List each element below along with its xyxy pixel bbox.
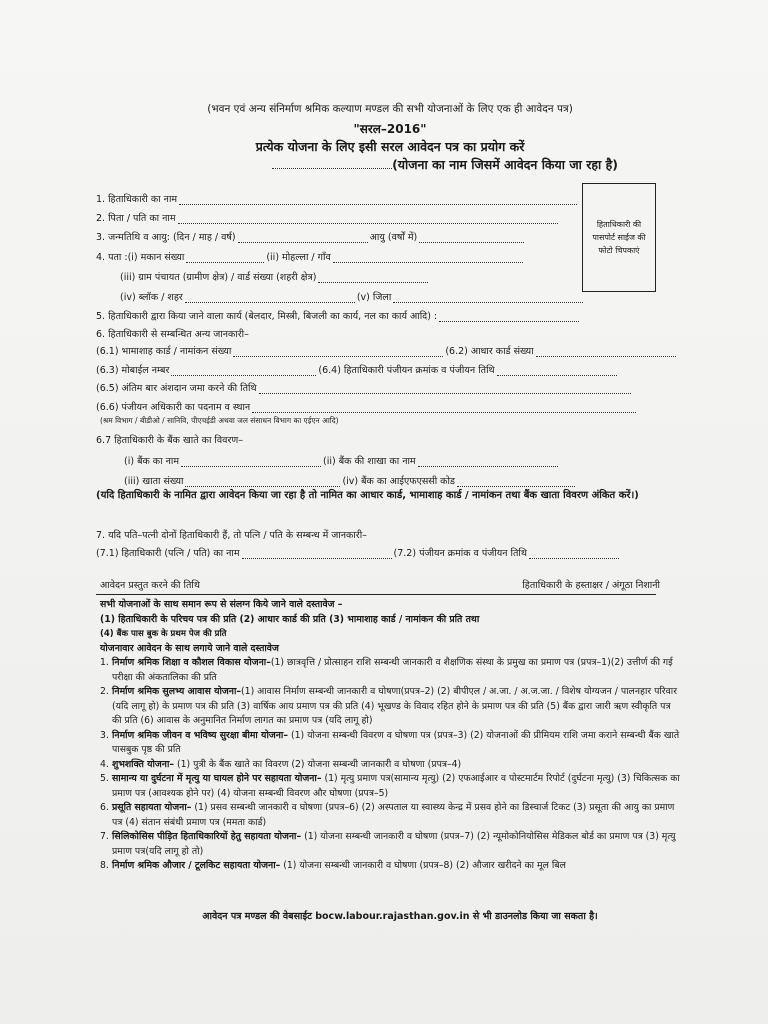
- row-address-2: [120, 270, 430, 283]
- scheme-item-number: 2.: [100, 686, 109, 697]
- header-subtitle: (भवन एवं अन्य संनिर्माण श्रमिक कल्याण मण्डल की सभी योजनाओं के लिए एक ही आवेदन पत्र): [207, 103, 573, 115]
- label-bank-name: (i) बैंक का नाम: [124, 456, 180, 467]
- signature-line: [100, 578, 660, 591]
- field-bank-name[interactable]: [181, 456, 321, 467]
- scheme-item-head: निर्माण श्रमिक शिक्षा व कौशल विकास योजना–: [112, 657, 271, 668]
- label-dob: 3. जन्मतिथि व आयु: (दिन / माह / वर्ष): [96, 232, 236, 243]
- field-block[interactable]: [185, 292, 355, 303]
- field-aadhaar[interactable]: [536, 346, 676, 357]
- scheme-item-number: 5.: [100, 773, 109, 784]
- label-panchayat: (iii) ग्राम पंचायत (ग्रामीण क्षेत्र) / वार्ड संख्या (शहरी क्षेत्र): [120, 272, 317, 283]
- label-submission-date: आवेदन प्रस्तुत करने की तिथि: [100, 580, 200, 591]
- field-dob[interactable]: [238, 232, 368, 243]
- scheme-item-text: (1) योजना सम्बन्धी जानकारी व घोषणा (प्रपत्र–7) (2) न्यूमोकोनियोसिस मेडिकल बोर्ड का प्रमाण पत्र (3) मृत्यु प्रमाण पत्र(यदि लागू हो तो): [112, 831, 676, 857]
- scheme-item-head: शुभशक्ति योजना–: [112, 758, 175, 770]
- photo-box-text: हिताधिकारी की पासपोर्ट साईज की फोटो चिपकाएं: [592, 220, 646, 255]
- scheme-item-text: (1) आवास निर्माण सम्बन्धी जानकारी व घोषणा(प्रपत्र–2) (2) बीपीएल / अ.जा. / अ.ज.जा. / विशेष योग्यजन / पालनहार परिवार (यदि लागू हो) के प्रमाण पत्र की प्रति (3) वार्षिक आय प्रमाण पत्र की प्रति (4) भूखण्ड के विवाद रहित होने के प्रमाण पत्र की प्रति (5) बैंक द्वारा जारी ऋण स्वीकृति पत्र की प्रति (6) आवास के अनुमानित निर्माण लागत का प्रमाण पत्र (यदि लागू हो): [112, 686, 677, 726]
- scheme-item-4: [100, 758, 680, 773]
- label-reg-officer: (6.6) पंजीयन अधिकारी का पदनाम व स्थान: [96, 402, 251, 413]
- scheme-item-8: [100, 859, 680, 874]
- form-instruction: प्रत्येक योजना के लिए इसी सरल आवेदन पत्र का प्रयोग करें: [255, 139, 525, 154]
- divider: [96, 594, 656, 595]
- row-6-7: [96, 433, 243, 446]
- field-ifsc[interactable]: [457, 476, 575, 487]
- label-mohalla: (ii) मोहल्ला / गाँव: [266, 252, 331, 263]
- field-mohalla[interactable]: [333, 252, 523, 263]
- scheme-item-head: निर्माण श्रमिक सुलभ्य आवास योजना–: [112, 686, 242, 697]
- label-last-deposit: (6.5) अंतिम बार अंशदान जमा करने की तिथि: [96, 383, 257, 394]
- row-6-5: [96, 381, 633, 394]
- label-branch-name: (ii) बैंक की शाखा का नाम: [323, 456, 416, 467]
- label-spouse-name: (7.1) हिताधिकारी (पत्नि / पति) का नाम: [96, 548, 240, 559]
- field-district[interactable]: [393, 292, 583, 303]
- scheme-name-line: [210, 156, 680, 173]
- row-7: [96, 528, 367, 541]
- passport-photo-box: [582, 183, 656, 292]
- row-6-1: [96, 344, 678, 357]
- scheme-item-text: (1) मृत्यु प्रमाण पत्र(सामान्य मृत्यु) (2) एफआईआर व पोस्टमार्टम रिपोर्ट (दुर्घटना मृत्यु) (3) चिकित्सक का प्रमाण पत्र (आवश्यक होने पर) (4) योजना सम्बन्धी विवरण और घोषणा (प्रपत्र–5): [112, 773, 680, 799]
- row-6-6: [96, 400, 638, 413]
- row-other-info: [96, 327, 249, 340]
- label-work: 5. हिताधिकारी द्वारा किया जाने वाला कार्य (बेलदार, मिस्त्री, बिजली का कार्य, नल का कार्य आदि) :: [96, 311, 438, 322]
- scheme-name-label: (योजना का नाम जिसमें आवेदन किया जा रहा है): [392, 157, 618, 172]
- label-mobile: (6.3) मोबाईल नम्बर: [96, 365, 170, 376]
- label-aadhaar: (6.2) आधार कार्ड संख्या: [445, 346, 534, 357]
- label-spouse-info: 7. यदि पति–पत्नी दोनों हिताधिकारी हैं, तो पत्नि / पति के सम्बन्ध में जानकारी–: [96, 530, 367, 541]
- scheme-item-head: प्रसूति सहायता योजना–: [112, 802, 192, 813]
- field-last-deposit[interactable]: [259, 383, 631, 394]
- field-house-no[interactable]: [186, 252, 264, 263]
- row-address-3: [120, 290, 585, 303]
- label-house-no: 4. पता :(i) मकान संख्या: [96, 252, 185, 263]
- scheme-item-number: 4.: [100, 758, 109, 770]
- field-mobile[interactable]: [171, 365, 316, 376]
- scheme-name-field[interactable]: [272, 157, 392, 169]
- label-bank-details: 6.7 हिताधिकारी के बैंक खाते का विवरण–: [96, 435, 243, 446]
- scheme-item-3: [100, 729, 680, 758]
- scheme-item-5: [100, 772, 680, 801]
- common-docs-title: सभी योजनाओं के साथ समान रूप से संलग्न किये जाने वाले दस्तावेज –: [100, 599, 343, 610]
- label-ifsc: (iv) बैंक का आईएफएससी कोड: [342, 476, 456, 487]
- row-7-1: [96, 546, 621, 559]
- scheme-item-text: (1) योजना सम्बन्धी जानकारी व घोषणा (प्रपत्र–8) (2) औजार खरीदने का मूल बिल: [280, 860, 566, 871]
- field-registration[interactable]: [497, 365, 617, 376]
- documents-section: [100, 598, 680, 874]
- label-bhamashah: (6.1) भामाशाह कार्ड / नामांकन संख्या: [96, 346, 232, 357]
- scheme-item-head: सिलिकोसिस पीड़ित हिताधिकारियों हेतु सहायता योजना–: [112, 831, 302, 842]
- row-6-6-note: [100, 416, 339, 426]
- field-panchayat[interactable]: [318, 272, 428, 283]
- field-work[interactable]: [439, 311, 579, 322]
- scheme-item-head: निर्माण श्रमिक औजार / टूलकिट सहायता योजना–: [112, 860, 281, 871]
- row-work: [96, 309, 581, 322]
- scheme-item-number: 1.: [100, 657, 109, 668]
- form-title: "सरल–2016": [353, 122, 427, 136]
- scheme-item-1: [100, 656, 680, 685]
- scheme-item-text: (1) छात्रवृत्ति / प्रोत्साहन राशि सम्बन्धी जानकारी व शैक्षणिक संस्था के प्रमुख का प्रमाण पत्र (प्रपत्र–1)(2) उत्तीर्ण की गई परीक्षा की अंकतालिका की प्रति: [112, 657, 673, 683]
- scheme-item-text: (1) पुत्री के बैंक खाते का विवरण (2) योजना सम्बन्धी जानकारी व घोषणा (प्रपत्र–4): [174, 758, 462, 770]
- field-account-no[interactable]: [185, 476, 340, 487]
- scheme-item-text: (1) प्रसव सम्बन्धी जानकारी व घोषणा (प्रपत्र–6) (2) अस्पताल या स्वास्थ्य केन्द्र में प्रसव होने का डिस्चार्ज टिकट (3) प्रसूता की आयु का प्रमाण पत्र (4) संतान संबंधी प्रमाण पत्र (ममता कार्ड): [112, 802, 675, 828]
- label-name: 1. हिताधिकारी का नाम: [96, 194, 178, 205]
- scheme-item-number: 8.: [100, 860, 109, 871]
- field-father[interactable]: [178, 213, 558, 224]
- label-age: आयु (वर्षों में): [369, 232, 418, 243]
- nominee-note: (यदि हिताधिकारी के नामित द्वारा आवेदन किया जा रहा है तो नामित का आधार कार्ड, भामाशाह कार्ड / नामांकन तथा बैंक खाता विवरण अंकित करें।): [96, 490, 639, 501]
- scheme-item-number: 7.: [100, 831, 109, 842]
- common-docs-1: (1) हिताधिकारी के परिचय पत्र की प्रति (2) आधार कार्ड की प्रति (3) भामाशाह कार्ड / नामांकन की प्रति तथा: [100, 613, 480, 625]
- common-docs-2: (4) बैंक पास बुक के प्रथम पेज की प्रति: [100, 629, 227, 639]
- field-bhamashah[interactable]: [233, 346, 443, 357]
- row-father: [96, 211, 560, 224]
- scheme-item-6: [100, 801, 680, 830]
- field-age[interactable]: [419, 232, 524, 243]
- scheme-item-head: सामान्य या दुर्घटना में मृत्यु या घायल होने पर सहायता योजना–: [112, 773, 322, 784]
- row-bank-1: [124, 454, 560, 467]
- label-other-info: 6. हिताधिकारी से सम्बन्धित अन्य जानकारी–: [96, 329, 249, 340]
- field-reg-officer[interactable]: [252, 402, 636, 413]
- row-bank-2: [124, 474, 577, 487]
- label-spouse-reg: (7.2) पंजीयन क्रमांक व पंजीयन तिथि: [393, 548, 527, 559]
- scheme-item-number: 3.: [100, 729, 109, 741]
- row-dob: [96, 230, 526, 243]
- scheme-item-number: 6.: [100, 802, 109, 813]
- label-registration: (6.4) हिताधिकारी पंजीयन क्रमांक व पंजीयन तिथि: [318, 365, 495, 376]
- scheme-docs-title: योजनावार आवेदन के साथ लगाये जाने वाले दस्तावेज: [100, 642, 279, 654]
- row-address-1: [96, 250, 525, 263]
- field-name[interactable]: [179, 194, 577, 205]
- website-footer: आवेदन पत्र मण्डल की वेबसाईट bocw.labour.rajasthan.gov.in से भी डाउनलोड किया जा सकता है।: [202, 911, 598, 922]
- label-district: (v) जिला: [356, 292, 392, 303]
- scheme-item-text: (1) योजना सम्बन्धी विवरण व घोषणा पत्र (प्रपत्र–3) (2) योजनाओं की प्रीमियम राशि जमा कराने सम्बन्धी बैंक खाते पासबुक पृष्ठ की प्रति: [112, 729, 680, 755]
- row-6-3: [96, 363, 619, 376]
- label-signature: हिताधिकारी के हस्ताक्षर / अंगूठा निशानी: [522, 580, 660, 591]
- scheme-item-7: [100, 830, 680, 859]
- label-block: (iv) ब्लॉक / शहर: [120, 292, 183, 303]
- scheme-item-head: निर्माण श्रमिक जीवन व भविष्य सुरक्षा बीमा योजना–: [112, 729, 288, 741]
- label-account-no: (iii) खाता संख्या: [124, 476, 184, 487]
- reg-officer-note: (श्रम विभाग / बीडीओ / सानिवि, पीएचईडी अथवा जल संसाधन विभाग का एईएन आदि): [100, 416, 339, 425]
- field-spouse-reg[interactable]: [529, 548, 619, 559]
- field-spouse-name[interactable]: [242, 548, 392, 559]
- field-branch-name[interactable]: [418, 456, 558, 467]
- scheme-item-2: [100, 685, 680, 729]
- label-father: 2. पिता / पति का नाम: [96, 213, 176, 224]
- row-name: [96, 192, 579, 205]
